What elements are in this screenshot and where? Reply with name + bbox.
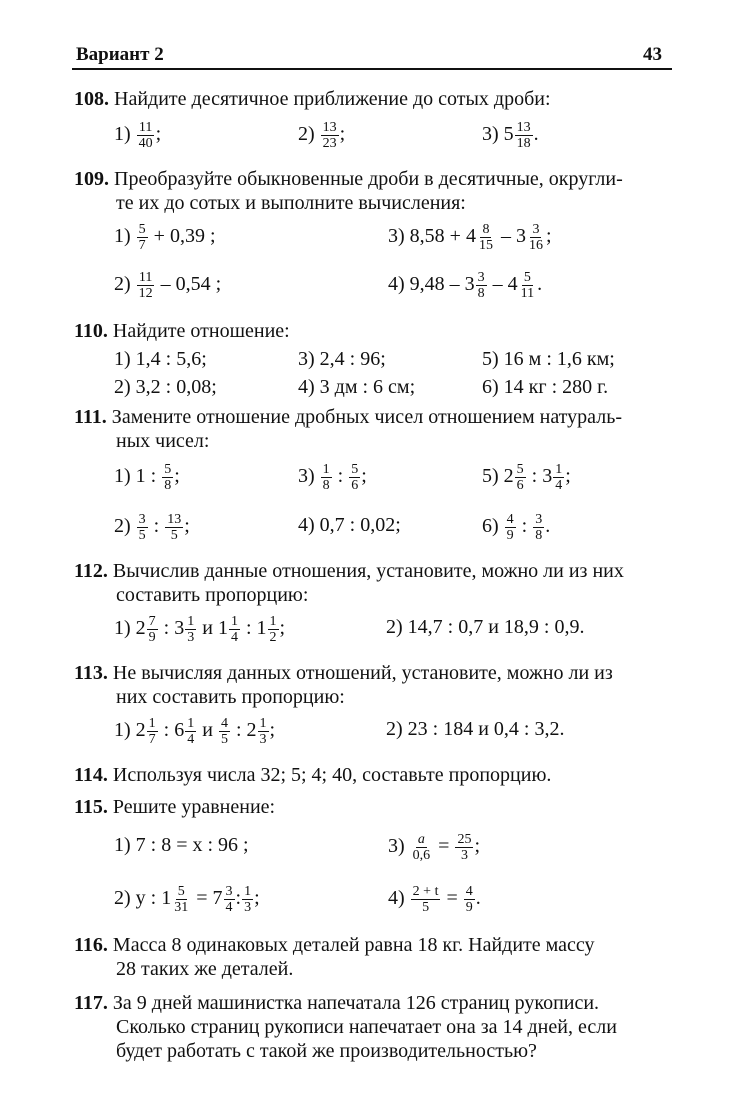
problem-109-item-3: 3) 8,58 + 4 $\frac{8}{15}$ – 3 $\frac{3}{16}$ ; — [388, 222, 552, 253]
problem-109-item-4: 4) 9,48 – 3 $\frac{3}{8}$ – 4 $\frac{5}{11}$ . — [388, 270, 543, 301]
problem-110-item-6: 6) 14 кг : 280 г. — [482, 376, 609, 398]
problem-111-item-5: 5) 2 $\frac{5}{6}$ : 3 $\frac{1}{4}$ ; — [482, 462, 571, 493]
problem-113-title-cont: них составить пропорцию: — [116, 686, 345, 708]
problem-108-item-1: 1) $\frac{11}{40}$ ; — [114, 120, 162, 151]
problem-117: 117. За 9 дней машинистка напечатала 126 страниц рукописи. — [74, 992, 600, 1014]
problem-109-title: 109. Преобразуйте обыкновенные дроби в десятичные, округли- — [74, 168, 623, 190]
problem-113-item-2: 2) 23 : 184 и 0,4 : 3,2. — [386, 718, 565, 740]
problem-112-item-2: 2) 14,7 : 0,7 и 18,9 : 0,9. — [386, 616, 585, 638]
problem-111-title-cont: ных чисел: — [116, 430, 210, 452]
problem-114: 114. Используя числа 32; 5; 4; 40, составьте пропорцию. — [74, 764, 552, 786]
problem-112-item-1: 1) 2 $\frac{7}{9}$ : 3 $\frac{1}{3}$ и 1 $\frac{1}{4}$ : 1 $\frac{1}{2}$ ; — [114, 614, 286, 645]
problem-108-item-3: 3) 5 $\frac{13}{18}$ . — [482, 120, 539, 151]
problem-110-title: 110. Найдите отношение: — [74, 320, 290, 342]
problem-117-cont-1: Сколько страниц рукописи напечатает она за 14 дней, если — [116, 1016, 617, 1038]
problem-109-item-1: 1) $\frac{5}{7}$ + 0,39 ; — [114, 222, 216, 253]
problem-108-title: 108. Найдите десятичное приближение до сотых дроби: — [74, 88, 551, 110]
problem-115-title: 115. Решите уравнение: — [74, 796, 276, 818]
problem-109-title-cont: те их до сотых и выполните вычисления: — [116, 192, 466, 214]
problem-113-item-1: 1) 2 $\frac{1}{7}$ : 6 $\frac{1}{4}$ и $\frac{4}{5}$ : 2 $\frac{1}{3}$ ; — [114, 716, 276, 747]
problem-115-item-1: 1) 7 : 8 = x : 96 ; — [114, 834, 249, 856]
problem-115-item-4: 4) $\frac{2 + t}{5}$ = $\frac{4}{9}$ . — [388, 884, 481, 915]
problem-109-item-2: 2) $\frac{11}{12}$ – 0,54 ; — [114, 270, 222, 301]
problem-110-item-4: 4) 3 дм : 6 см; — [298, 376, 416, 398]
problem-108-item-2: 2) $\frac{13}{23}$ ; — [298, 120, 346, 151]
problem-112-title: 112. Вычислив данные отношения, установите, можно ли из них — [74, 560, 624, 582]
problem-111-item-4: 4) 0,7 : 0,02; — [298, 514, 401, 536]
variant-label: Вариант 2 — [76, 44, 164, 65]
problem-111-item-1: 1) 1 : $\frac{5}{8}$ ; — [114, 462, 180, 493]
problem-115-item-3: 3) $\frac{a}{0,6}$ = $\frac{25}{3}$ ; — [388, 832, 481, 863]
problem-117-cont-2: будет работать с такой же производительностью? — [116, 1040, 537, 1062]
problem-110-item-1: 1) 1,4 : 5,6; — [114, 348, 207, 370]
problem-112-title-cont: составить пропорцию: — [116, 584, 309, 606]
problem-110-item-2: 2) 3,2 : 0,08; — [114, 376, 217, 398]
problem-115-item-2: 2) y : 1 $\frac{5}{31}$ = 7 $\frac{3}{4}$ : $\frac{1}{3}$ ; — [114, 884, 260, 915]
problem-113-title: 113. Не вычисляя данных отношений, установите, можно ли из — [74, 662, 613, 684]
problem-111-item-3: 3) $\frac{1}{8}$ : $\frac{5}{6}$ ; — [298, 462, 367, 493]
problem-116-cont: 28 таких же деталей. — [116, 958, 294, 980]
problem-110-item-5: 5) 16 м : 1,6 км; — [482, 348, 615, 370]
problem-111-item-6: 6) $\frac{4}{9}$ : $\frac{3}{8}$ . — [482, 512, 551, 543]
problem-116: 116. Масса 8 одинаковых деталей равна 18 кг. Найдите массу — [74, 934, 595, 956]
problem-111-title: 111. Замените отношение дробных чисел отношением натураль- — [74, 406, 622, 428]
problem-111-item-2: 2) $\frac{3}{5}$ : $\frac{13}{5}$ ; — [114, 512, 190, 543]
page-number: 43 — [643, 44, 662, 65]
problem-110-item-3: 3) 2,4 : 96; — [298, 348, 386, 370]
page-header — [72, 40, 672, 70]
